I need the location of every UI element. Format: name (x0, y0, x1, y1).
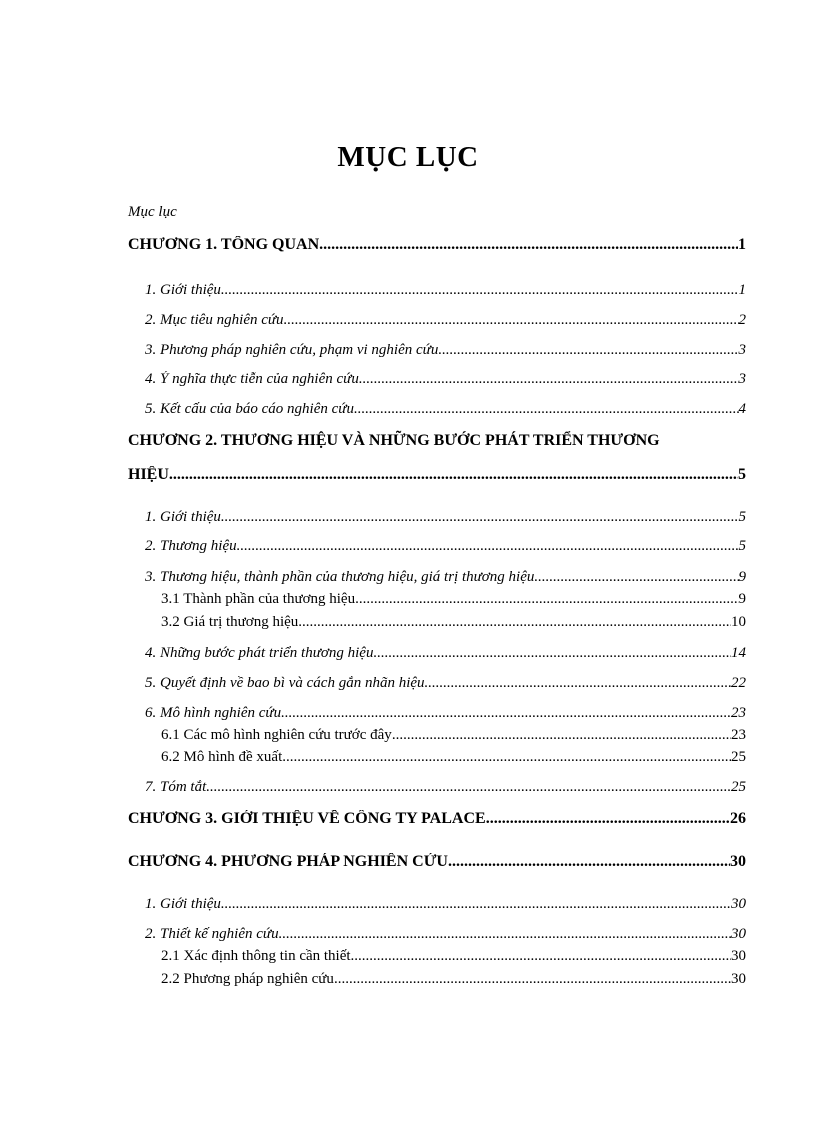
toc-page-number: 30 (730, 853, 746, 870)
toc-page-number: 30 (731, 971, 746, 987)
toc-entry-label: 7. Tóm tắt (145, 779, 207, 795)
dot-leader (298, 614, 731, 631)
toc-entry-2-1[interactable] (145, 509, 746, 526)
toc-entry-chapter-2[interactable] (128, 466, 746, 484)
toc-entry-label: 6.1 Các mô hình nghiên cứu trước đây (161, 727, 392, 743)
dot-leader (237, 538, 739, 555)
toc-entry-label: 2. Thiết kế nghiên cứu (145, 926, 279, 942)
toc-entry-label: 2. Thương hiệu (145, 538, 237, 554)
dot-leader (486, 810, 730, 828)
toc-entry-2-3-1[interactable] (161, 591, 746, 608)
toc-entry-4-1[interactable] (145, 896, 746, 913)
toc-entry-label: 5. Kết cấu của báo cáo nghiên cứu (145, 401, 354, 417)
dot-leader (281, 705, 731, 722)
toc-page-number: 14 (731, 645, 746, 661)
dot-leader (425, 675, 731, 692)
toc-entry-1-5[interactable] (145, 401, 746, 418)
toc-entry-chapter-4[interactable] (128, 853, 746, 871)
toc-entry-label: CHƯƠNG 3. GIỚI THIỆU VỀ CÔNG TY PALACE (128, 810, 486, 827)
toc-entry-label: 4. Những bước phát triển thương hiệu (145, 645, 374, 661)
toc-page-number: 2 (738, 312, 746, 328)
toc-page-number: 9 (738, 569, 746, 585)
toc-entry-label: 2.1 Xác định thông tin cần thiết (161, 948, 351, 964)
dot-leader (221, 509, 739, 526)
toc-entry-4-2-1[interactable] (161, 948, 746, 965)
toc-page-number: 3 (738, 342, 746, 358)
toc-entry-label: CHƯƠNG 4. PHƯƠNG PHÁP NGHIÊN CỨU (128, 853, 448, 870)
toc-entry-label: HIỆU (128, 466, 169, 483)
toc-entry-label: 2. Mục tiêu nghiên cứu (145, 312, 284, 328)
toc-entry-1-3[interactable] (145, 342, 746, 359)
toc-entry-label: 1. Giới thiệu (145, 896, 221, 912)
toc-entry-1-4[interactable] (145, 371, 746, 388)
toc-entry-label: CHƯƠNG 1. TỔNG QUAN (128, 236, 320, 253)
dot-leader (448, 853, 730, 871)
toc-page-number: 3 (738, 371, 746, 387)
toc-page-number: 4 (738, 401, 746, 417)
toc-entry-label: 2.2 Phương pháp nghiên cứu (161, 971, 334, 987)
toc-page-number: 25 (731, 749, 746, 765)
toc-entry-label: 5. Quyết định về bao bì và cách gắn nhãn hiệu (145, 675, 425, 691)
toc-page-number: 23 (731, 727, 746, 743)
dot-leader (221, 896, 731, 913)
toc-entry-2-6-2[interactable] (161, 749, 746, 766)
toc-entry-4-2-2[interactable] (161, 971, 746, 988)
toc-entry-2-3[interactable] (145, 569, 746, 586)
dot-leader (169, 466, 738, 484)
dot-leader (334, 971, 731, 988)
toc-entry-2-2[interactable] (145, 538, 746, 555)
dot-leader (206, 779, 731, 796)
toc-page-number: 25 (731, 779, 746, 795)
toc-entry-chapter-3[interactable] (128, 810, 746, 828)
dot-leader (359, 371, 739, 388)
dot-leader (438, 342, 738, 359)
toc-entry-2-5[interactable] (145, 675, 746, 692)
toc-entry-chapter-1[interactable] (128, 236, 746, 254)
dot-leader (351, 948, 731, 965)
toc-page-number: 5 (738, 538, 746, 554)
dot-leader (354, 401, 739, 418)
dot-leader (534, 569, 738, 586)
toc-entry-2-6-1[interactable] (161, 727, 746, 744)
toc-entry-label: 1. Giới thiệu (145, 509, 221, 525)
dot-leader (319, 236, 738, 254)
toc-page-number: 10 (731, 614, 746, 630)
toc-entry-label: 3. Thương hiệu, thành phần của thương hiệu, giá trị thương hiệu (145, 569, 535, 585)
toc-page-number: 26 (730, 810, 746, 827)
toc-entry-2-6[interactable] (145, 705, 746, 722)
dot-leader (282, 749, 731, 766)
toc-page-number: 30 (731, 948, 746, 964)
toc-page-number: 1 (738, 282, 746, 298)
dot-leader (221, 282, 739, 299)
toc-page-number: 23 (731, 705, 746, 721)
toc-entry-label: 6. Mô hình nghiên cứu (145, 705, 282, 721)
toc-entry-label: 3.1 Thành phần của thương hiệu (161, 591, 356, 607)
dot-leader (392, 727, 731, 744)
toc-chapter-2-line1: CHƯƠNG 2. THƯƠNG HIỆU VÀ NHỮNG BƯỚC PHÁT TRIỂN THƯƠNG (128, 432, 660, 449)
toc-entry-2-3-2[interactable] (161, 614, 746, 631)
toc-entry-label: 1. Giới thiệu (145, 282, 221, 298)
dot-leader (279, 926, 731, 943)
dot-leader (373, 645, 731, 662)
toc-entry-2-7[interactable] (145, 779, 746, 796)
dot-leader (284, 312, 739, 329)
toc-page-number: 5 (738, 509, 746, 525)
toc-entry-2-4[interactable] (145, 645, 746, 662)
toc-page-number: 1 (738, 236, 746, 253)
toc-entry-label: 6.2 Mô hình đề xuất (161, 749, 283, 765)
page-title: MỤC LỤC (337, 141, 479, 173)
toc-entry-4-2[interactable] (145, 926, 746, 943)
toc-entry-label: 3. Phương pháp nghiên cứu, phạm vi nghiên cứu (145, 342, 439, 358)
toc-entry-1-1[interactable] (145, 282, 746, 299)
toc-page-number: 5 (738, 466, 746, 483)
toc-entry-1-2[interactable] (145, 312, 746, 329)
dot-leader (355, 591, 738, 608)
toc-subtitle: Mục lục (128, 204, 177, 220)
toc-entry-label: 4. Ý nghĩa thực tiễn của nghiên cứu (145, 371, 359, 387)
toc-page-number: 30 (731, 926, 746, 942)
toc-page-number: 22 (731, 675, 746, 691)
toc-page-number: 9 (738, 591, 746, 607)
toc-entry-label: 3.2 Giá trị thương hiệu (161, 614, 299, 630)
toc-page-number: 30 (731, 896, 746, 912)
